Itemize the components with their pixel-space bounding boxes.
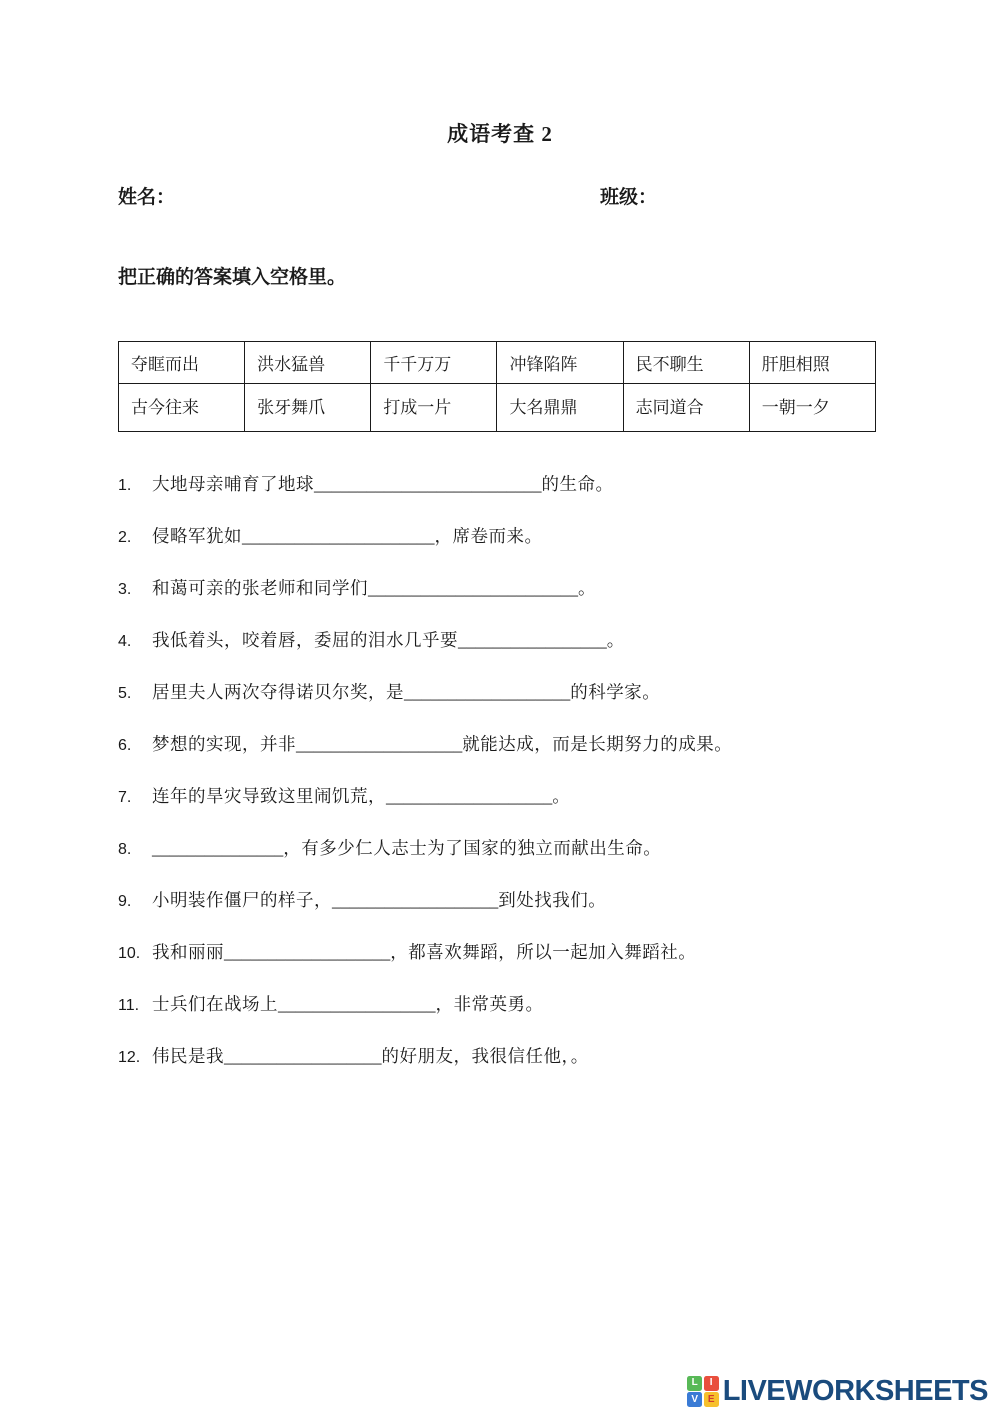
answer-blank[interactable]: ___________________ <box>224 942 391 962</box>
question-text-post: 到处找我们。 <box>498 890 607 910</box>
word-bank-cell: 张牙舞爪 <box>245 384 371 432</box>
question-text-pre: 和蔼可亲的张老师和同学们 <box>152 578 368 598</box>
question-number: 7. <box>118 789 132 806</box>
question-number: 2. <box>118 529 132 546</box>
question-number: 1. <box>118 477 132 494</box>
question-text-post: ，非常英勇。 <box>435 994 544 1014</box>
question-text-pre: 侵略军犹如 <box>152 526 242 546</box>
word-bank-cell: 打成一片 <box>371 384 497 432</box>
word-bank-cell: 民不聊生 <box>623 342 749 384</box>
logo-tile-v: V <box>687 1392 702 1407</box>
question-row <box>118 939 918 963</box>
question-number: 9. <box>118 893 132 910</box>
question-number: 6. <box>118 737 132 754</box>
answer-blank[interactable]: ________________________ <box>368 578 578 598</box>
question-number: 3. <box>118 581 132 598</box>
liveworksheets-logo[interactable] <box>687 1376 988 1408</box>
word-bank-row <box>119 384 876 432</box>
question-text-post: ，有多少仁人志士为了国家的独立而献出生命。 <box>283 838 662 858</box>
answer-blank[interactable]: _______________ <box>152 838 284 858</box>
question-text-post: 的科学家。 <box>570 682 661 702</box>
word-bank-cell: 千千万万 <box>371 342 497 384</box>
word-bank-cell: 志同道合 <box>623 384 749 432</box>
answer-blank[interactable]: __________________ <box>224 1046 382 1066</box>
word-bank-row <box>119 342 876 384</box>
brand-text: LIVEWORKSHEETS <box>722 1374 988 1407</box>
question-number: 5. <box>118 685 132 702</box>
question-row <box>118 679 918 703</box>
question-text-post: 的好朋友，我很信任他，。 <box>381 1046 589 1066</box>
question-row <box>118 887 918 911</box>
logo-tile-l: L <box>687 1376 702 1391</box>
question-text-pre: 我低着头，咬着唇，委屈的泪水几乎要 <box>152 630 458 650</box>
question-text-pre: 居里夫人两次夺得诺贝尔奖，是 <box>152 682 404 702</box>
logo-tile-i: I <box>704 1376 719 1391</box>
question-row <box>118 523 918 547</box>
question-row <box>118 783 918 807</box>
word-bank-cell: 肝胆相照 <box>749 342 875 384</box>
word-bank-cell: 大名鼎鼎 <box>497 384 623 432</box>
answer-blank[interactable]: __________________ <box>278 994 436 1014</box>
question-row <box>118 731 918 755</box>
liveworksheets-tiles-icon <box>687 1376 719 1408</box>
word-bank-cell: 冲锋陷阵 <box>497 342 623 384</box>
question-text-pre: 士兵们在战场上 <box>152 994 278 1014</box>
question-text-post: 就能达成，而是长期努力的成果。 <box>462 734 733 754</box>
answer-blank[interactable]: ___________________ <box>386 786 553 806</box>
class-label: 班级： <box>600 187 658 208</box>
name-label: 姓名： <box>118 187 176 208</box>
question-text-pre: 大地母亲哺育了地球 <box>152 474 314 494</box>
word-bank-cell: 洪水猛兽 <box>245 342 371 384</box>
question-text-post: ，席卷而来。 <box>434 526 543 546</box>
question-number: 4. <box>118 633 132 650</box>
answer-blank[interactable]: ______________________ <box>242 526 435 546</box>
question-number: 12. <box>118 1049 141 1066</box>
word-bank-table <box>118 341 876 432</box>
question-list <box>118 471 918 1095</box>
answer-blank[interactable]: __________________________ <box>314 474 542 494</box>
answer-blank[interactable]: _________________ <box>458 630 607 650</box>
question-row <box>118 1043 918 1067</box>
answer-blank[interactable]: ___________________ <box>332 890 499 910</box>
question-text-pre: 连年的旱灾导致这里闹饥荒， <box>152 786 386 806</box>
question-text-pre: 我和丽丽 <box>152 942 224 962</box>
question-text-post: ，都喜欢舞蹈，所以一起加入舞蹈社。 <box>390 942 697 962</box>
answer-blank[interactable]: ___________________ <box>296 734 463 754</box>
question-text-pre: 梦想的实现，并非 <box>152 734 296 754</box>
logo-tile-e: E <box>704 1392 719 1407</box>
word-bank-cell: 古今往来 <box>119 384 245 432</box>
question-text-pre: 小明装作僵尸的样子， <box>152 890 332 910</box>
word-bank-cell: 夺眶而出 <box>119 342 245 384</box>
question-number: 11. <box>118 997 140 1014</box>
question-row <box>118 575 918 599</box>
question-number: 10. <box>118 945 141 962</box>
question-text-post: 。 <box>578 578 596 598</box>
instruction-text: 把正确的答案填入空格里。 <box>118 267 347 288</box>
answer-blank[interactable]: ___________________ <box>404 682 571 702</box>
question-row <box>118 471 918 495</box>
question-text-post: 的生命。 <box>541 474 614 494</box>
question-text-post: 。 <box>606 630 625 650</box>
question-row <box>118 627 918 651</box>
question-text-post: 。 <box>552 786 571 806</box>
question-row <box>118 835 918 859</box>
word-bank-cell: 一朝一夕 <box>749 384 875 432</box>
question-text-pre: 伟民是我 <box>152 1046 224 1066</box>
question-number: 8. <box>118 841 132 858</box>
page-title: 成语考查 2 <box>447 122 553 146</box>
question-row <box>118 991 918 1015</box>
